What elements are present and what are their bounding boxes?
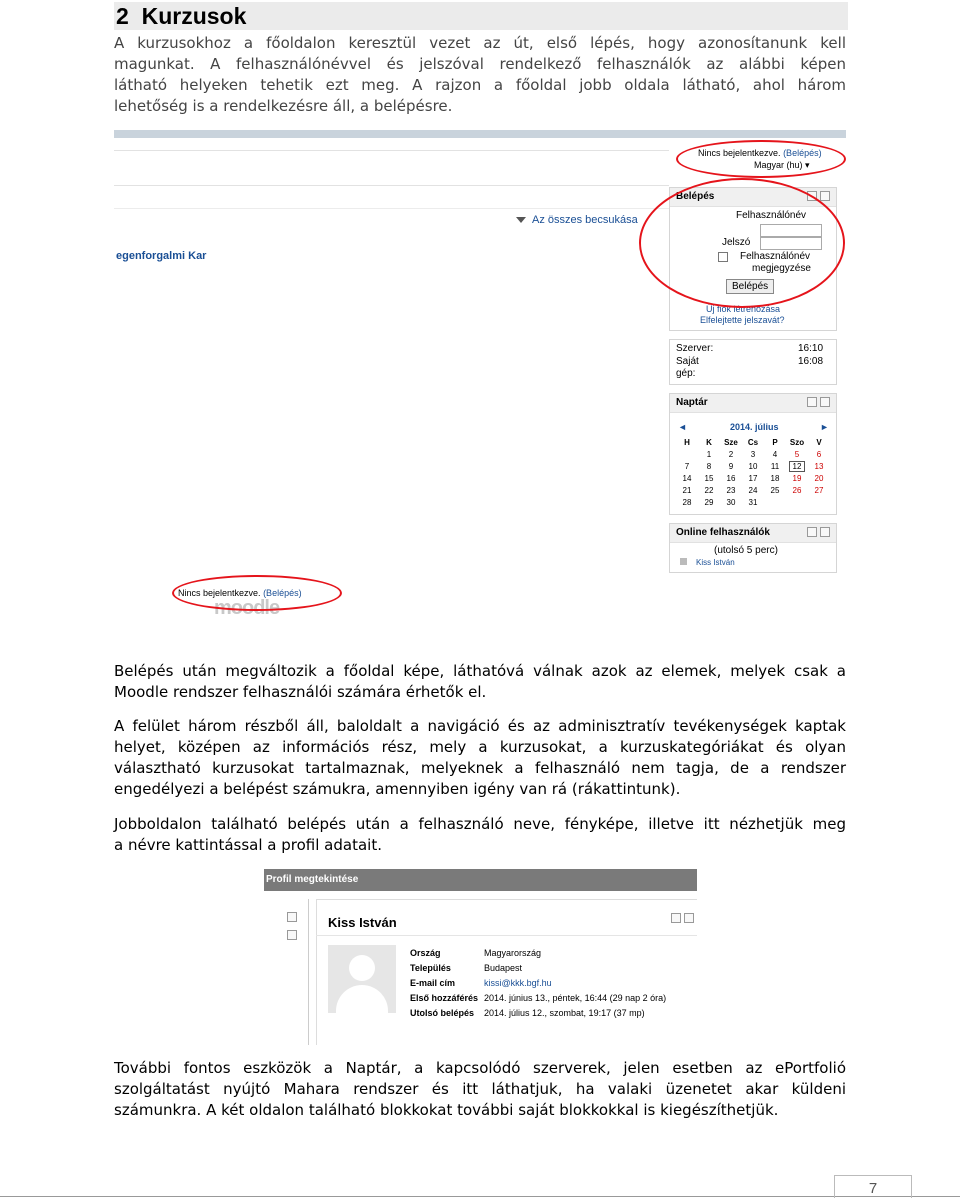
block-title: Belépés — [676, 191, 715, 202]
calendar-day[interactable]: 22 — [704, 485, 714, 495]
highlight-ring-login — [639, 178, 845, 308]
field-label-last-login: Utolsó belépés — [410, 1008, 475, 1018]
calendar-day[interactable]: 5 — [794, 449, 800, 459]
section-title: Kurzusok — [141, 3, 247, 29]
dock-icon[interactable] — [820, 191, 830, 201]
block-controls — [804, 527, 830, 542]
section-number: 2 — [116, 3, 129, 29]
field-value-city: Budapest — [484, 963, 523, 973]
weekday-header: V — [816, 437, 822, 447]
login-link-top[interactable]: (Belépés) — [783, 148, 822, 158]
calendar-day[interactable]: 19 — [792, 473, 802, 483]
login-status-text: Nincs bejelentkezve. — [698, 148, 781, 158]
chevron-down-icon: ▾ — [805, 160, 810, 170]
language-value[interactable]: Magyar (hu) — [754, 160, 803, 170]
block-title: Naptár — [676, 397, 708, 408]
block-controls — [668, 910, 694, 928]
calendar-day[interactable]: 13 — [814, 461, 824, 471]
calendar-day[interactable]: 29 — [704, 497, 714, 507]
field-label-city: Település — [410, 963, 451, 973]
online-user-link[interactable]: Kiss István — [696, 558, 735, 567]
calendar-day[interactable] — [808, 496, 830, 508]
dock-icon[interactable] — [684, 913, 694, 923]
calendar-month: 2014. július — [730, 422, 779, 432]
calendar-grid — [676, 436, 830, 508]
highlight-ring-footer — [172, 575, 342, 611]
dock-icon[interactable] — [820, 527, 830, 537]
left-block — [264, 899, 309, 1045]
calendar-day[interactable]: 31 — [748, 497, 758, 507]
minimize-icon[interactable] — [287, 912, 297, 922]
calendar-day[interactable] — [764, 496, 786, 508]
avatar — [328, 945, 396, 1013]
weekday-header: P — [772, 437, 778, 447]
text-line: Jobboldalon található belépés után a felhasználó neve, fényképe, illetve itt nézhetjük meg — [114, 815, 846, 833]
field-value-country: Magyarország — [484, 948, 542, 958]
calendar-day[interactable]: 7 — [684, 461, 690, 471]
field-value-email[interactable]: kissi@kkk.bgf.hu — [484, 978, 552, 988]
calendar-day[interactable]: 9 — [728, 461, 734, 471]
time-block — [669, 339, 837, 385]
text-line: Belépés után megváltozik a főoldal képe, láthatóvá válnak azok az elemek, melyek csak a — [114, 662, 846, 680]
profile-name: Kiss István — [328, 915, 397, 930]
login-link-footer[interactable]: (Belépés) — [263, 588, 302, 598]
create-account-link[interactable]: Új fiók létrehozása — [706, 304, 781, 314]
remember-label-2: megjegyzése — [752, 263, 811, 274]
collapse-all-label[interactable]: Az összes becsukása — [532, 214, 638, 226]
profile-screenshot — [264, 869, 697, 1045]
text-line: lehetőség is a rendelkezésre áll, a belépésre. — [114, 97, 453, 115]
text-line: számunkra. A két oldalon található blokkokat további saját blokkokkal is kiegészíthetjük. — [114, 1101, 779, 1119]
faculty-link[interactable]: egenforgalmi Kar — [116, 250, 207, 262]
text-line: engedélyezi a belépést számukra, amennyiben igény van rá (rákattintunk). — [114, 780, 681, 798]
own-label-2: gép: — [676, 368, 696, 379]
calendar-day[interactable]: 26 — [792, 485, 802, 495]
own-time: 16:08 — [798, 356, 824, 367]
dock-icon[interactable] — [820, 397, 830, 407]
text-line: választható kurzusokat tartalmaznak, melyeknek a felhasználó nem tagja, de a rendszer — [114, 759, 846, 777]
text-line: magunkat. A felhasználónévvel és jelszóval rendelkező felhasználók az alábbi képen — [114, 55, 846, 73]
calendar-day[interactable]: 27 — [814, 485, 824, 495]
text-line: Moodle rendszer felhasználói számára érhetők el. — [114, 683, 487, 701]
calendar-day[interactable]: 18 — [770, 473, 780, 483]
calendar-day[interactable]: 24 — [748, 485, 758, 495]
login-status-text: Nincs bejelentkezve. — [178, 588, 261, 598]
calendar-day[interactable]: 21 — [682, 485, 692, 495]
block-header — [670, 394, 836, 413]
field-label-first-access: Első hozzáférés — [410, 993, 479, 1003]
section-heading — [114, 2, 848, 30]
divider — [316, 935, 697, 936]
field-label-email: E-mail cím — [410, 978, 456, 988]
divider — [114, 185, 669, 186]
username-label: Felhasználónév — [736, 210, 807, 221]
weekday-header: K — [706, 437, 712, 447]
block-controls — [804, 397, 830, 412]
user-icon — [680, 558, 687, 565]
text-line: szolgáltatást nyújtó Mahara rendszer és itt láthatjuk, ha valaki üzenetet akar küldeni — [114, 1080, 846, 1098]
calendar-day[interactable]: 17 — [748, 473, 758, 483]
triangle-down-icon — [516, 217, 526, 223]
calendar-day[interactable]: 11 — [770, 461, 780, 471]
calendar-day[interactable]: 30 — [726, 497, 736, 507]
text-line: látható helyeken tehetik ezt meg. A rajzon a főoldal jobb oldala látható, ahol három — [114, 76, 846, 94]
today-value[interactable]: 12 — [789, 461, 806, 472]
page-number: 7 — [834, 1175, 912, 1198]
avatar-body — [336, 985, 388, 1013]
block-header — [670, 524, 836, 543]
calendar-day[interactable]: 15 — [704, 473, 714, 483]
avatar-head — [349, 955, 375, 981]
calendar-day[interactable]: 1 — [706, 449, 712, 459]
login-button[interactable]: Belépés — [726, 279, 774, 294]
calendar-day-today[interactable] — [786, 460, 808, 472]
footer-line — [0, 1196, 960, 1197]
online-subtitle: (utolsó 5 perc) — [714, 545, 778, 556]
next-month-icon[interactable]: ► — [820, 422, 829, 432]
password-label: Jelszó — [722, 237, 751, 248]
calendar-day[interactable]: 3 — [750, 449, 756, 459]
paragraph-after-login — [114, 661, 846, 703]
calendar-day[interactable]: 4 — [772, 449, 778, 459]
paragraph-tools — [114, 1058, 846, 1121]
collapse-all-link[interactable] — [516, 214, 638, 226]
weekday-header: Cs — [747, 437, 759, 447]
calendar-day[interactable]: 28 — [682, 497, 692, 507]
calendar-day[interactable]: 6 — [816, 449, 822, 459]
online-users-block — [669, 523, 837, 573]
calendar-day[interactable]: 2 — [728, 449, 734, 459]
field-value-last-login: 2014. július 12., szombat, 19:17 (37 mp) — [484, 1008, 645, 1018]
calendar-day[interactable]: 10 — [748, 461, 758, 471]
weekday-header: H — [684, 437, 690, 447]
forgot-password-link[interactable]: Elfelejtette jelszavát? — [700, 315, 785, 325]
weekday-header: Sze — [724, 437, 738, 447]
minimize-icon[interactable] — [807, 397, 817, 407]
calendar-day[interactable] — [676, 448, 698, 460]
text-line: További fontos eszközök a Naptár, a kapcsolódó szerverek, jelen esetben az ePortfolió — [114, 1059, 846, 1077]
field-label-country: Ország — [410, 948, 441, 958]
dock-icon[interactable] — [287, 930, 297, 940]
top-bar — [114, 130, 846, 138]
paragraph-profile — [114, 814, 846, 856]
highlight-ring-top — [676, 140, 846, 178]
server-time: 16:10 — [798, 343, 824, 354]
text-line: A kurzusokhoz a főoldalon keresztül vezet az út, első lépés, hogy azonosítanunk kell — [114, 34, 846, 52]
field-value-first-access: 2014. június 13., péntek, 16:44 (29 nap 2 óra) — [484, 993, 667, 1003]
calendar-day[interactable]: 8 — [706, 461, 712, 471]
profile-header: Profil megtekintése — [264, 869, 697, 891]
calendar-day[interactable]: 25 — [770, 485, 780, 495]
text-line: helyet, középen az információs rész, mely a kurzusokat, a kurzuskategóriákat és olyan — [114, 738, 846, 756]
calendar-day[interactable]: 23 — [726, 485, 736, 495]
text-line: a névre kattintással a profil adatait. — [114, 836, 382, 854]
block-controls — [284, 909, 302, 945]
calendar-day[interactable]: 16 — [726, 473, 736, 483]
remember-label-1: Felhasználónév — [740, 251, 811, 262]
prev-month-icon[interactable]: ◄ — [678, 422, 687, 432]
divider — [114, 208, 669, 209]
calendar-block — [669, 393, 837, 515]
paragraph-layout — [114, 716, 846, 800]
calendar-day[interactable] — [786, 496, 808, 508]
calendar-day[interactable]: 20 — [814, 473, 824, 483]
minimize-icon[interactable] — [671, 913, 681, 923]
intro-paragraph — [114, 33, 846, 117]
weekday-header: Szo — [789, 437, 805, 447]
block-title: Online felhasználók — [676, 527, 770, 538]
text-line: A felület három részből áll, baloldalt a navigáció és az adminisztratív tevékenységek kaptak — [114, 717, 846, 735]
server-label: Szerver: — [676, 343, 714, 354]
divider — [114, 150, 669, 151]
moodle-frontpage-screenshot — [114, 130, 846, 646]
own-label: Saját — [676, 356, 699, 367]
minimize-icon[interactable] — [807, 527, 817, 537]
calendar-day[interactable]: 14 — [682, 473, 692, 483]
moodle-logo[interactable]: moodle — [214, 597, 280, 619]
